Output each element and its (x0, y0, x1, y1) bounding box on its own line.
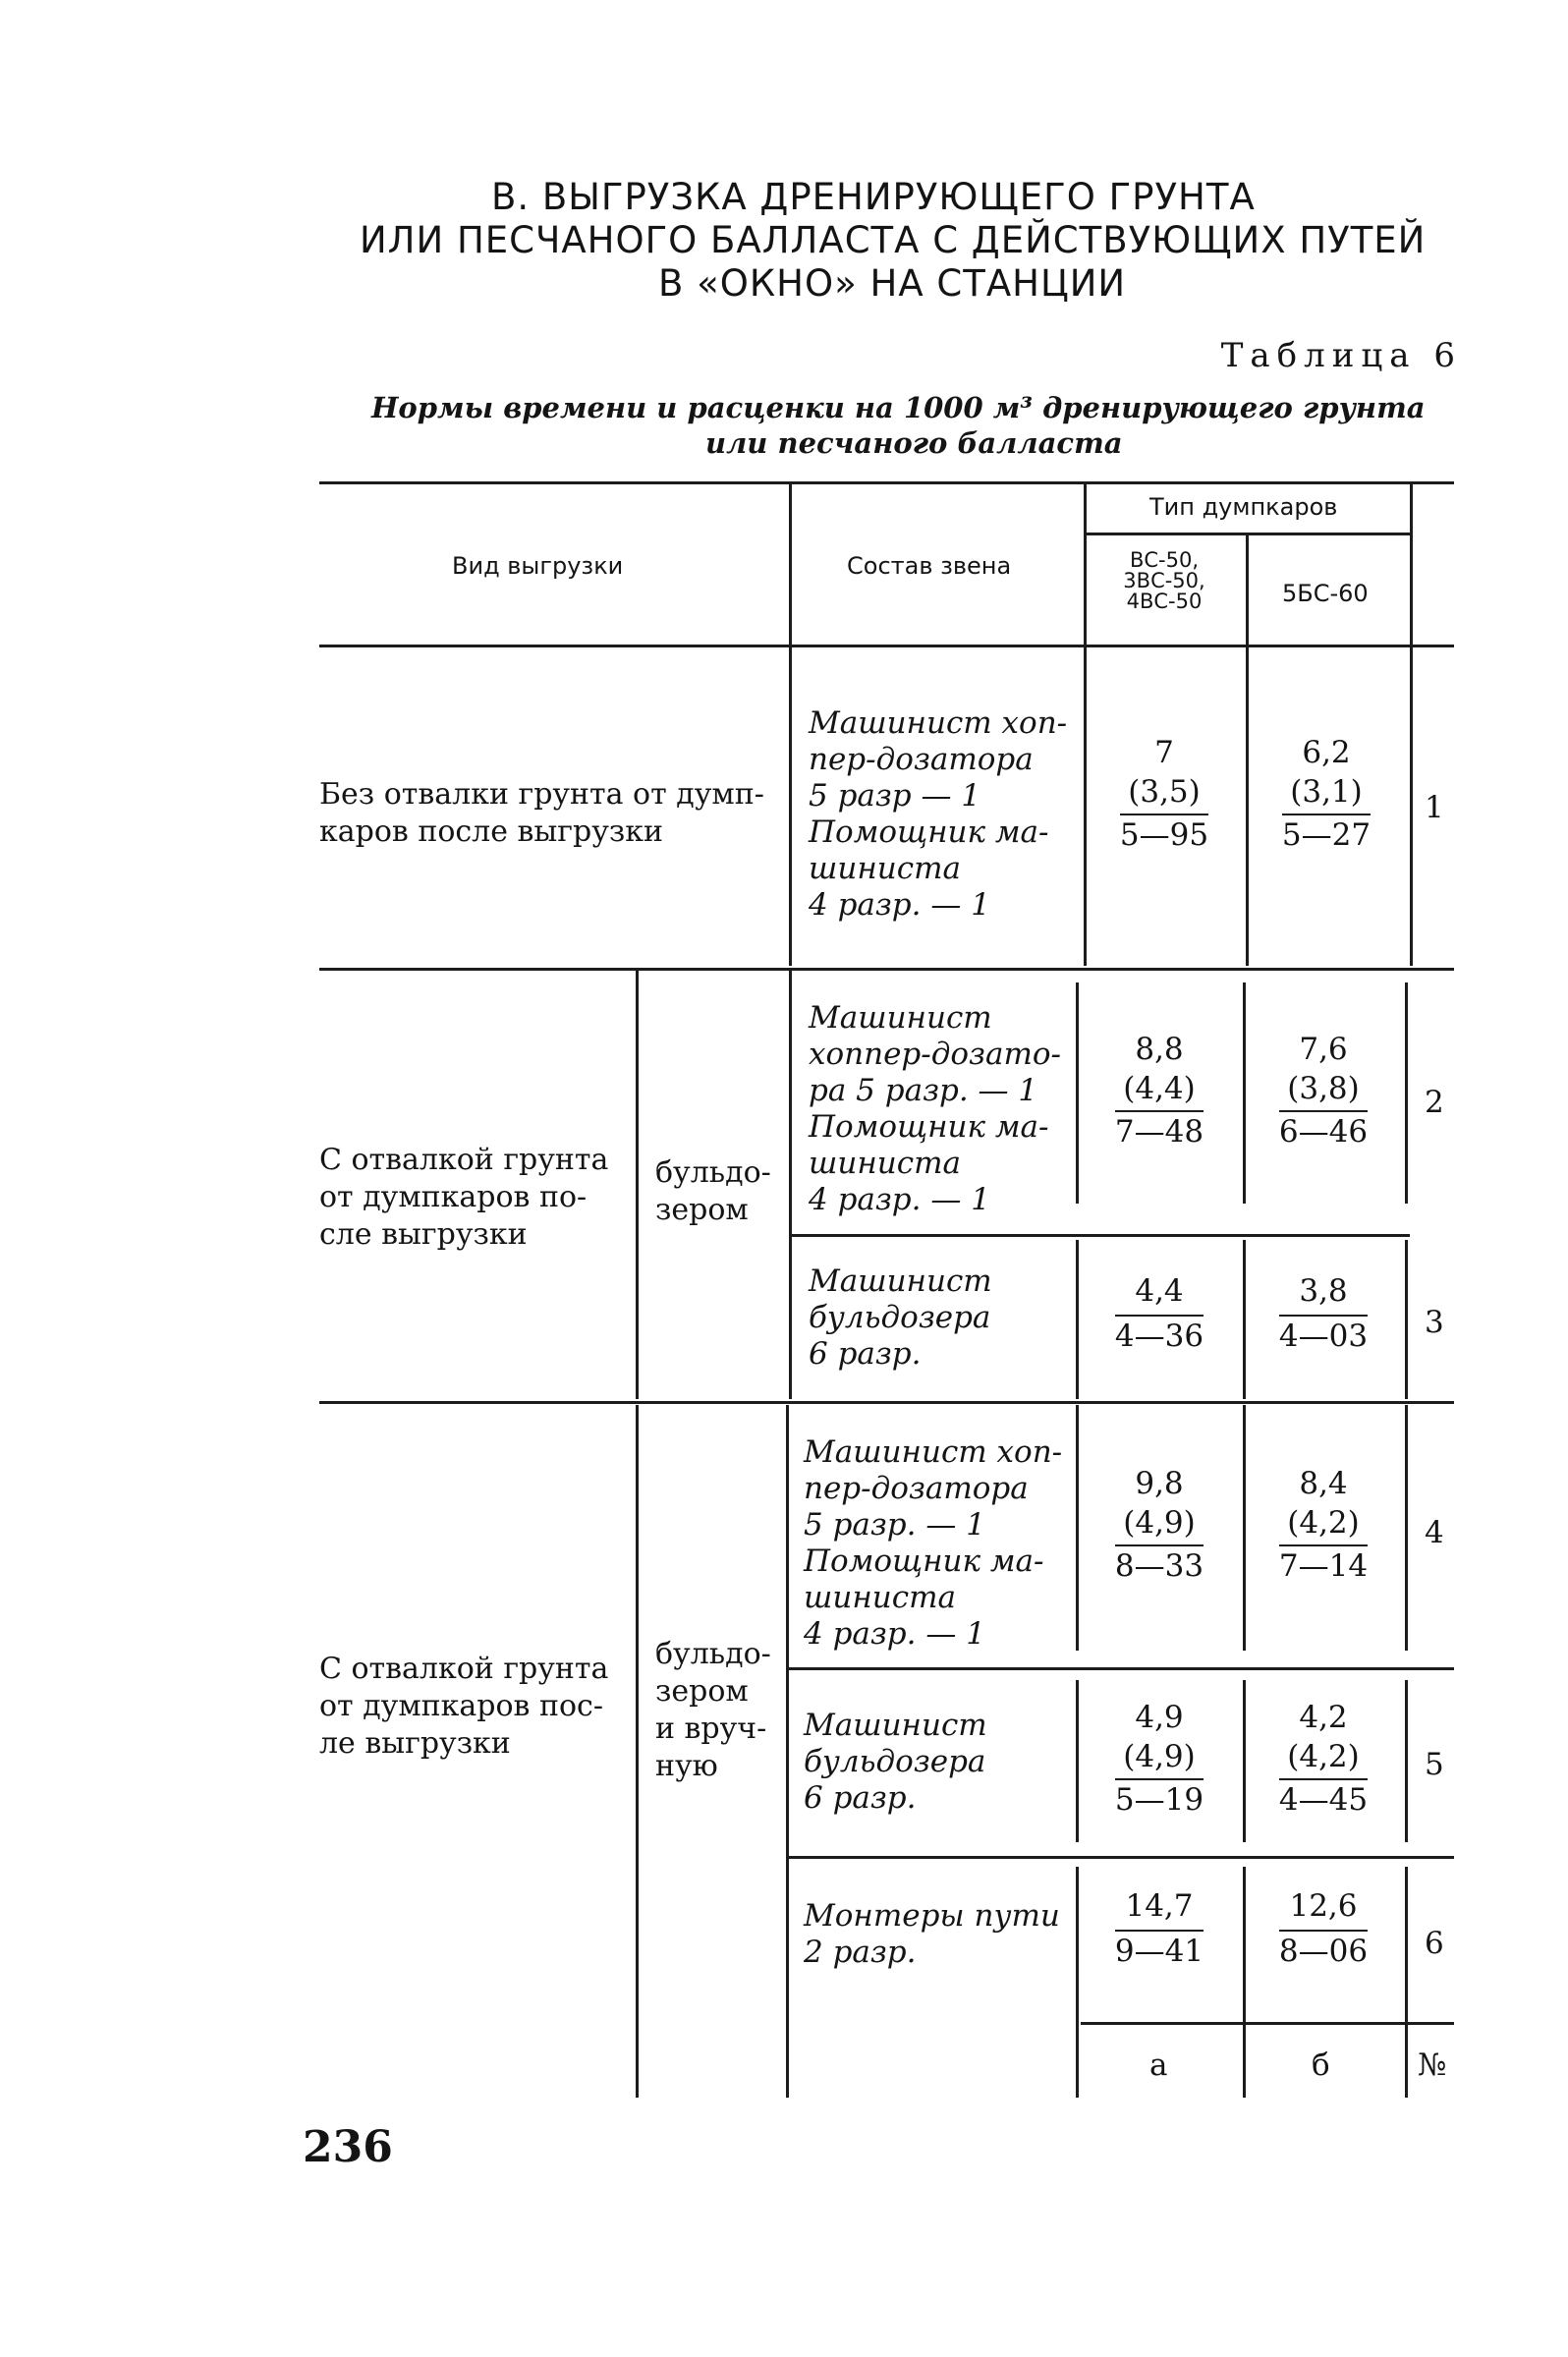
method-col-divider-3 (636, 1405, 639, 2098)
row4-col-b: 8,4 (4,2) 7—14 (1278, 1466, 1369, 1584)
header-col-b: 5БС-60 (1282, 580, 1369, 607)
row2-col-a: 8,8 (4,4) 7—48 (1114, 1032, 1204, 1150)
no-col-divider-2a (1405, 982, 1408, 1204)
fraction-bar (1120, 814, 1208, 815)
table-number: Таблица 6 (1220, 336, 1462, 375)
row4-method: бульдо- зером и вруч- ную (655, 1637, 771, 1783)
no-col-divider-2b (1405, 1240, 1408, 1399)
caption-line-2: или песчаного балласта (705, 426, 1123, 460)
row2-col-b: 7,6 (3,8) 6—46 (1278, 1032, 1369, 1150)
table-top-rule (319, 481, 1454, 484)
footer-no-label: № (1418, 2048, 1447, 2083)
fraction-bar (1115, 1544, 1204, 1546)
b-col-divider-1 (1246, 535, 1249, 966)
row3-col-b: 3,8 4—03 (1278, 1273, 1369, 1354)
a-col-divider-3b (1076, 1680, 1079, 1842)
no-col-divider-3a (1405, 1405, 1408, 1651)
fraction-bar (1279, 1778, 1368, 1780)
method-col-divider-2 (636, 971, 639, 1399)
crew-col-divider-2 (789, 971, 792, 1399)
row4-col-a: 9,8 (4,9) 8—33 (1114, 1466, 1204, 1584)
fraction-bar (1115, 1778, 1204, 1780)
fraction-bar (1115, 1315, 1204, 1317)
row2-method: бульдо- зером (655, 1155, 771, 1227)
row1-number: 1 (1425, 790, 1444, 825)
row4-bottom-rule (786, 1667, 1454, 1670)
fraction-bar (1279, 1544, 1368, 1546)
fraction-bar (1279, 1110, 1368, 1112)
row5-col-b: 4,2 (4,2) 4—45 (1278, 1700, 1369, 1818)
no-col-divider-3c (1405, 1867, 1408, 2098)
row4-number: 4 (1425, 1515, 1444, 1550)
row2-unloading-type: С отвалкой грунта от думпкаров по- сле выгрузки (319, 1143, 609, 1252)
b-col-divider-2a (1243, 982, 1246, 1204)
no-col-divider-1 (1410, 484, 1413, 966)
row3-col-a: 4,4 4—36 (1114, 1273, 1204, 1354)
row3-crew: Машинист бульдозера 6 разр. (809, 1263, 992, 1372)
b-col-divider-3c (1243, 1867, 1246, 2098)
row5-crew: Машинист бульдозера 6 разр. (804, 1708, 987, 1816)
row6-col-a: 14,7 9—41 (1114, 1888, 1204, 1969)
row6-crew: Монтеры пути 2 разр. (804, 1898, 1060, 1970)
b-col-divider-3a (1243, 1405, 1246, 1651)
header-dumpcar-type: Тип думпкаров (1149, 493, 1338, 521)
a-col-divider-3c (1076, 1867, 1079, 2098)
fraction-bar (1115, 1110, 1204, 1112)
row4-crew: Машинист хоп- пер-дозатора 5 разр. — 1 Помощник ма- шиниста 4 разр. — 1 (804, 1434, 1063, 1652)
row6-col-b: 12,6 8—06 (1278, 1888, 1369, 1969)
footer-col-b-label: б (1312, 2048, 1330, 2083)
row2-crew: Машинист хоппер-дозато- ра 5 разр. — 1 Помощник ма- шиниста 4 разр. — 1 (809, 1000, 1061, 1217)
row5-bottom-rule (786, 1856, 1454, 1859)
fraction-bar (1279, 1315, 1368, 1317)
crew-col-divider-3 (786, 1405, 789, 2098)
a-col-divider-1 (1084, 484, 1087, 966)
header-crew: Состав звена (847, 552, 1012, 580)
a-col-divider-2a (1076, 982, 1079, 1204)
fraction-bar (1115, 1930, 1204, 1932)
header-col-a: ВС-50, 3ВС-50, 4ВС-50 (1123, 548, 1205, 613)
header-bottom-rule (319, 645, 1454, 647)
a-col-divider-3a (1076, 1405, 1079, 1651)
no-col-divider-3b (1405, 1680, 1408, 1842)
heading-line-3: В «ОКНО» НА СТАНЦИИ (658, 262, 1127, 305)
row2-number: 2 (1425, 1085, 1444, 1120)
crew-col-divider-1 (789, 484, 792, 966)
row1-bottom-rule (319, 968, 1454, 971)
fraction-bar (1279, 1930, 1368, 1932)
footer-top-rule (1081, 2022, 1454, 2025)
row1-unloading-type: Без отвалки грунта от думп- каров после выгрузки (319, 777, 764, 849)
row1-col-a: 7 (3,5) 5—95 (1119, 735, 1209, 853)
header-unloading-type: Вид выгрузки (452, 552, 624, 580)
row1-crew: Машинист хоп- пер-дозатора 5 разр — 1 Помощник ма- шиниста 4 разр. — 1 (809, 705, 1068, 923)
caption-line-1: Нормы времени и расценки на 1000 м³ дренирующего грунта (371, 391, 1426, 424)
b-col-divider-2b (1243, 1240, 1246, 1399)
fraction-bar (1282, 814, 1371, 815)
page-number: 236 (303, 2122, 393, 2172)
heading-line-1: В. ВЫГРУЗКА ДРЕНИРУЮЩЕГО ГРУНТА (491, 176, 1256, 218)
footer-col-a-label: а (1149, 2048, 1168, 2083)
row5-number: 5 (1425, 1747, 1444, 1782)
row2-bottom-rule (789, 1234, 1410, 1237)
row4-unloading-type: С отвалкой грунта от думпкаров пос- ле выгрузки (319, 1652, 609, 1761)
row5-col-a: 4,9 (4,9) 5—19 (1114, 1700, 1204, 1818)
row6-number: 6 (1425, 1926, 1444, 1961)
a-col-divider-2b (1076, 1240, 1079, 1399)
row3-bottom-rule (319, 1401, 1454, 1404)
row1-col-b: 6,2 (3,1) 5—27 (1281, 735, 1372, 853)
b-col-divider-3b (1243, 1680, 1246, 1842)
heading-line-2: ИЛИ ПЕСЧАНОГО БАЛЛАСТА С ДЕЙСТВУЮЩИХ ПУТЕЙ (360, 219, 1427, 261)
row3-number: 3 (1425, 1305, 1444, 1340)
